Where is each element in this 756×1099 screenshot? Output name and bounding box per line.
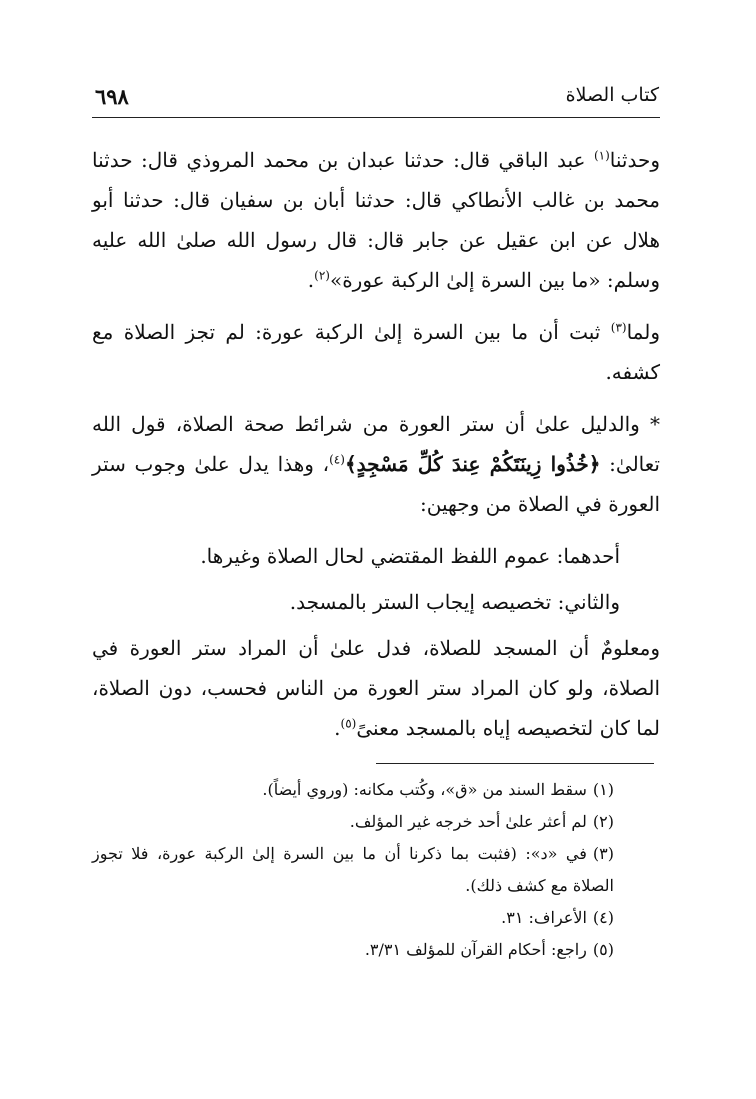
footnote-separator <box>376 763 654 764</box>
footnote-ref-1: (١) <box>593 148 610 163</box>
footnote-3 <box>92 838 654 902</box>
footnote-ref-2: (٢) <box>314 268 330 283</box>
footnote-text: الأعراف: ٣١. <box>501 908 587 927</box>
ruling-lead: ولما <box>626 320 660 344</box>
footnote-number: (٣) <box>592 844 615 863</box>
footnote-text: في «د»: (فثبت بما ذكرنا أن ما بين السرة إلىٰ الركبة عورة، فلا تجوز الصلاة مع كشف ذلك). <box>92 844 614 895</box>
quran-verse: ﴿خُذُوا زِينَتَكُمْ عِندَ كُلِّ مَسْجِدٍ﴾ <box>344 452 601 476</box>
hadith-lead: وحدثنا <box>609 148 660 172</box>
main-text <box>92 140 660 760</box>
footnote-ref-4: (٤) <box>329 452 345 467</box>
running-title: كتاب الصلاة <box>565 84 659 106</box>
paragraph-evidence <box>92 404 660 524</box>
footnote-number: (٢) <box>592 812 614 831</box>
paragraph-conclusion <box>92 628 660 748</box>
footnote-text: لم أعثر علىٰ أحد خرجه غير المؤلف. <box>349 812 587 831</box>
header-rule <box>92 117 660 118</box>
hadith-text: عبد الباقي قال: حدثنا عبدان بن محمد المروذي قال: حدثنا محمد بن غالب الأنطاكي قال: حدثنا أبان بن سفيان قال: حدثنا أبو هلال عن ابن عقيل عن جابر قال: قال رسول الله صلىٰ الله عليه وسلم: «ما بين السرة إلىٰ الركبة عورة» <box>92 148 660 292</box>
footnote-text: سقط السند من «ق»، وكُتب مكانه: (وروي أيضاً). <box>262 780 587 799</box>
footnote-5 <box>92 934 654 966</box>
paragraph-first-aspect: أحدهما: عموم اللفظ المقتضي لحال الصلاة وغيرها. <box>200 544 620 568</box>
page-header <box>95 84 659 118</box>
footnote-2 <box>92 806 654 838</box>
footnote-number: (٤) <box>592 908 614 927</box>
footnote-ref-5: (٥) <box>340 716 357 731</box>
footnote-text: راجع: أحكام القرآن للمؤلف ٣/٣١. <box>364 940 587 959</box>
footnotes <box>92 774 654 966</box>
paragraph-hadith <box>92 140 660 300</box>
footnote-number: (١) <box>592 780 614 799</box>
footnote-ref-3: (٣) <box>610 320 627 335</box>
footnote-number: (٥) <box>592 940 614 959</box>
paragraph-second-aspect: والثاني: تخصيصه إيجاب الستر بالمسجد. <box>289 590 620 614</box>
footnote-4 <box>92 902 654 934</box>
footnote-1 <box>92 774 654 806</box>
ruling-text: ثبت أن ما بين السرة إلىٰ الركبة عورة: لم تجز الصلاة مع كشفه. <box>92 320 660 384</box>
conclusion-end: . <box>334 716 341 740</box>
evidence-text-1: * والدليل علىٰ أن ستر العورة من شرائط صحة الصلاة، قول الله تعالىٰ: <box>92 412 660 476</box>
page-number: ٦٩٨ <box>95 84 129 109</box>
conclusion-text: ومعلومٌ أن المسجد للصلاة، فدل علىٰ أن المراد ستر العورة في الصلاة، ولو كان المراد ستر العورة من الناس فحسب، دون الصلاة، لما كان لتخصيصه إياه بالمسجد معنىً <box>92 636 660 740</box>
hadith-end: . <box>307 268 315 292</box>
evidence-text-2: ، وهذا يدل علىٰ وجوب ستر العورة في الصلاة من وجهين: <box>92 452 660 516</box>
paragraph-ruling <box>92 312 660 392</box>
